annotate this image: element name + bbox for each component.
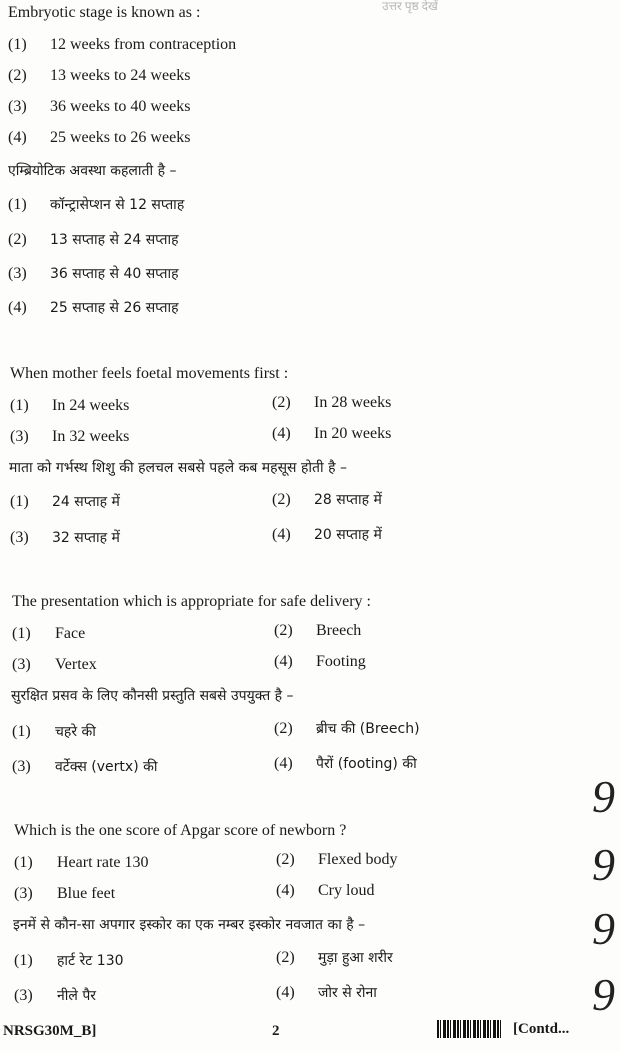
q2-option-4-english: In 20 weeks (314, 425, 392, 442)
q4-option-1-number: (1) (14, 854, 33, 871)
question-4-english: Which is the one score of Apgar score of newborn ? (14, 822, 347, 839)
q2-hindi-option-2-number: (2) (272, 491, 291, 508)
q1-option-1-hindi: कॉन्ट्रासेप्शन से 12 सप्ताह (50, 197, 185, 213)
q1-option-4-english: 25 weeks to 26 weeks (50, 129, 191, 146)
q1-option-2-number: (2) (8, 67, 27, 84)
q4-option-2-english: Flexed body (318, 851, 398, 868)
q1-hindi-option-3-number: (3) (8, 265, 27, 282)
q4-hindi-option-1-number: (1) (14, 952, 33, 969)
q1-option-2-english: 13 weeks to 24 weeks (50, 67, 191, 84)
question-3-hindi: सुरक्षित प्रसव के लिए कौनसी प्रस्तुति सबसे उपयुक्त है – (11, 688, 294, 704)
q3-hindi-option-2-number: (2) (274, 720, 293, 737)
q3-option-3-number: (3) (12, 656, 31, 673)
question-3-english: The presentation which is appropriate for safe delivery : (12, 593, 371, 610)
q2-option-3-number: (3) (10, 428, 29, 445)
question-2-english: When mother feels foetal movements first : (10, 365, 289, 382)
q4-option-4-hindi: जोर से रोना (318, 985, 377, 1001)
q3-option-1-number: (1) (12, 625, 31, 642)
q3-hindi-option-1-number: (1) (12, 723, 31, 740)
q4-hindi-option-3-number: (3) (14, 987, 33, 1004)
q1-option-4-hindi: 25 सप्ताह से 26 सप्ताह (50, 300, 179, 316)
q1-hindi-option-1-number: (1) (8, 196, 27, 213)
q2-option-4-number: (4) (272, 425, 291, 442)
q3-option-3-english: Vertex (55, 656, 97, 673)
q4-hindi-option-2-number: (2) (276, 949, 295, 966)
q1-option-1-number: (1) (8, 36, 27, 53)
q4-option-3-number: (3) (14, 885, 33, 902)
q2-hindi-option-3-number: (3) (10, 529, 29, 546)
q4-hindi-option-4-number: (4) (276, 984, 295, 1001)
faded-header-fragment: उत्तर पृष्ठ देखें (382, 0, 438, 13)
q1-hindi-option-2-number: (2) (8, 231, 27, 248)
q3-option-1-hindi: चहरे की (55, 724, 96, 740)
question-1-hindi: एम्ब्रियोटिक अवस्था कहलाती है – (8, 163, 177, 179)
q4-option-2-hindi: मुड़ा हुआ शरीर (318, 950, 393, 966)
barcode (437, 1020, 503, 1038)
q2-option-4-hindi: 20 सप्ताह में (314, 527, 382, 543)
q4-option-4-number: (4) (276, 882, 295, 899)
q3-option-1-english: Face (55, 625, 86, 642)
page-number: 2 (272, 1023, 280, 1039)
margin-mark-3: 9 (592, 903, 615, 954)
q3-hindi-option-4-number: (4) (274, 755, 293, 772)
q2-option-2-hindi: 28 सप्ताह में (314, 492, 382, 508)
question-2-hindi: माता को गर्भस्थ शिशु की हलचल सबसे पहले कब महसूस होती है – (9, 460, 347, 476)
q3-option-3-hindi: वर्टेक्स (vertx) की (55, 759, 158, 775)
q2-option-2-number: (2) (272, 394, 291, 411)
q4-option-1-english: Heart rate 130 (57, 854, 149, 871)
continued-label: [Contd... (513, 1021, 570, 1037)
q1-option-1-english: 12 weeks from contraception (50, 36, 237, 53)
q2-hindi-option-4-number: (4) (272, 526, 291, 543)
margin-mark-4: 9 (592, 969, 615, 1020)
q3-option-4-number: (4) (274, 653, 293, 670)
q2-option-1-number: (1) (10, 397, 29, 414)
question-1-english: Embryotic stage is known as : (8, 4, 201, 21)
q1-option-3-english: 36 weeks to 40 weeks (50, 98, 191, 115)
question-4-hindi: इनमें से कौन-सा अपगार इस्कोर का एक नम्बर इस्कोर नवजात का है – (13, 917, 366, 933)
q2-hindi-option-1-number: (1) (10, 493, 29, 510)
q4-option-3-english: Blue feet (57, 885, 116, 902)
margin-mark-1: 9 (592, 771, 615, 822)
q4-option-1-hindi: हार्ट रेट 130 (57, 953, 124, 969)
q1-option-2-hindi: 13 सप्ताह से 24 सप्ताह (50, 232, 179, 248)
q2-option-2-english: In 28 weeks (314, 394, 392, 411)
q2-option-1-english: In 24 weeks (52, 397, 130, 414)
q3-option-4-hindi: पैरों (footing) की (316, 756, 417, 772)
q3-option-2-english: Breech (316, 622, 362, 639)
q2-option-1-hindi: 24 सप्ताह में (52, 494, 120, 510)
paper-code: NRSG30M_B] (3, 1023, 97, 1039)
q2-option-3-english: In 32 weeks (52, 428, 130, 445)
q3-option-4-english: Footing (316, 653, 366, 670)
q3-option-2-number: (2) (274, 622, 293, 639)
q1-option-3-hindi: 36 सप्ताह से 40 सप्ताह (50, 266, 179, 282)
q1-option-3-number: (3) (8, 98, 27, 115)
q3-hindi-option-3-number: (3) (12, 758, 31, 775)
q1-hindi-option-4-number: (4) (8, 299, 27, 316)
q4-option-2-number: (2) (276, 851, 295, 868)
margin-mark-2: 9 (592, 839, 615, 890)
q4-option-4-english: Cry loud (318, 882, 375, 899)
q4-option-3-hindi: नीले पैर (57, 988, 97, 1004)
q2-option-3-hindi: 32 सप्ताह में (52, 530, 120, 546)
q3-option-2-hindi: ब्रीच की (Breech) (316, 721, 420, 737)
q1-option-4-number: (4) (8, 129, 27, 146)
